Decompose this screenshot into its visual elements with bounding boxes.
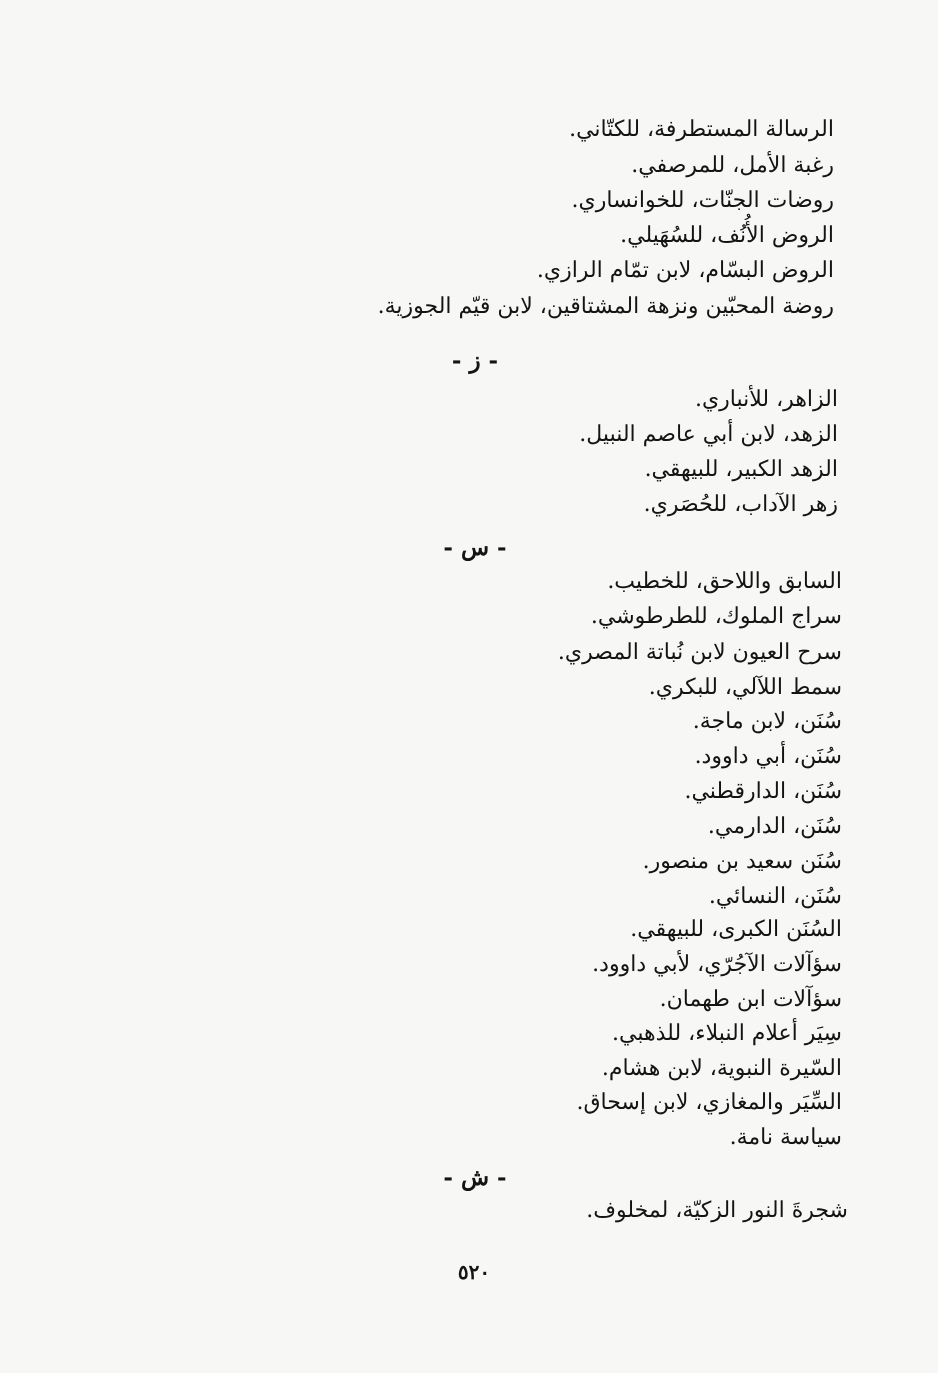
section-heading-sh: - ش - <box>443 1164 507 1191</box>
entry: سِيَر أعلام النبلاء، للذهبي. <box>612 1021 842 1046</box>
entry: سراج الملوك، للطرطوشي. <box>590 604 842 629</box>
section-heading-z: - ز - <box>451 347 499 374</box>
entry: زهر الآداب، للحُصَري. <box>643 492 838 517</box>
entry: سُنَن سعيد بن منصور. <box>642 849 842 874</box>
entry: سُنَن، لابن ماجة. <box>692 709 842 734</box>
entry: شجرةَ النور الزكيّة، لمخلوف. <box>586 1198 848 1223</box>
entry: سؤآلات الآجُرّي، لأبي داوود. <box>592 952 842 977</box>
entry: الروض البسّام، لابن تمّام الرازي. <box>536 258 834 283</box>
page-number: ٥٢٠ <box>457 1260 491 1284</box>
entry: روضة المحبّين ونزهة المشتاقين، لابن قيّم الجوزية. <box>377 294 834 319</box>
entry: سؤآلات ابن طهمان. <box>659 987 842 1012</box>
entry: السُنَن الكبرى، للبيهقي. <box>630 917 842 942</box>
entry: الزاهر، للأنباري. <box>694 387 838 412</box>
entry: الروض الأُنُف، للسُهَيلي. <box>620 223 834 248</box>
entry: الزهد، لابن أبي عاصم النبيل. <box>579 422 838 447</box>
entry: سُنَن، الدارقطني. <box>684 779 842 804</box>
entry: سمط اللآلي، للبكري. <box>648 675 842 700</box>
entry: الرسالة المستطرفة، للكتّاني. <box>569 117 834 142</box>
entry: الزهد الكبير، للبيهقي. <box>644 457 838 482</box>
entry: السِّيَر والمغازي، لابن إسحاق. <box>576 1090 842 1115</box>
entry: سياسة نامة. <box>729 1125 842 1150</box>
entry: سُنَن، النسائي. <box>708 884 842 909</box>
section-heading-s: - س - <box>443 534 507 561</box>
entry: السّيرة النبوية، لابن هشام. <box>601 1056 842 1081</box>
entry: روضات الجنّات، للخوانساري. <box>571 188 834 213</box>
entry: سُنَن، أبي داوود. <box>694 744 842 769</box>
entry: السابق واللاحق، للخطيب. <box>607 569 842 594</box>
entry: رغبة الأمل، للمرصفي. <box>631 153 834 178</box>
entry: سرح العيون لابن نُباتة المصري. <box>557 640 842 665</box>
entry: سُنَن، الدارمي. <box>707 814 842 839</box>
